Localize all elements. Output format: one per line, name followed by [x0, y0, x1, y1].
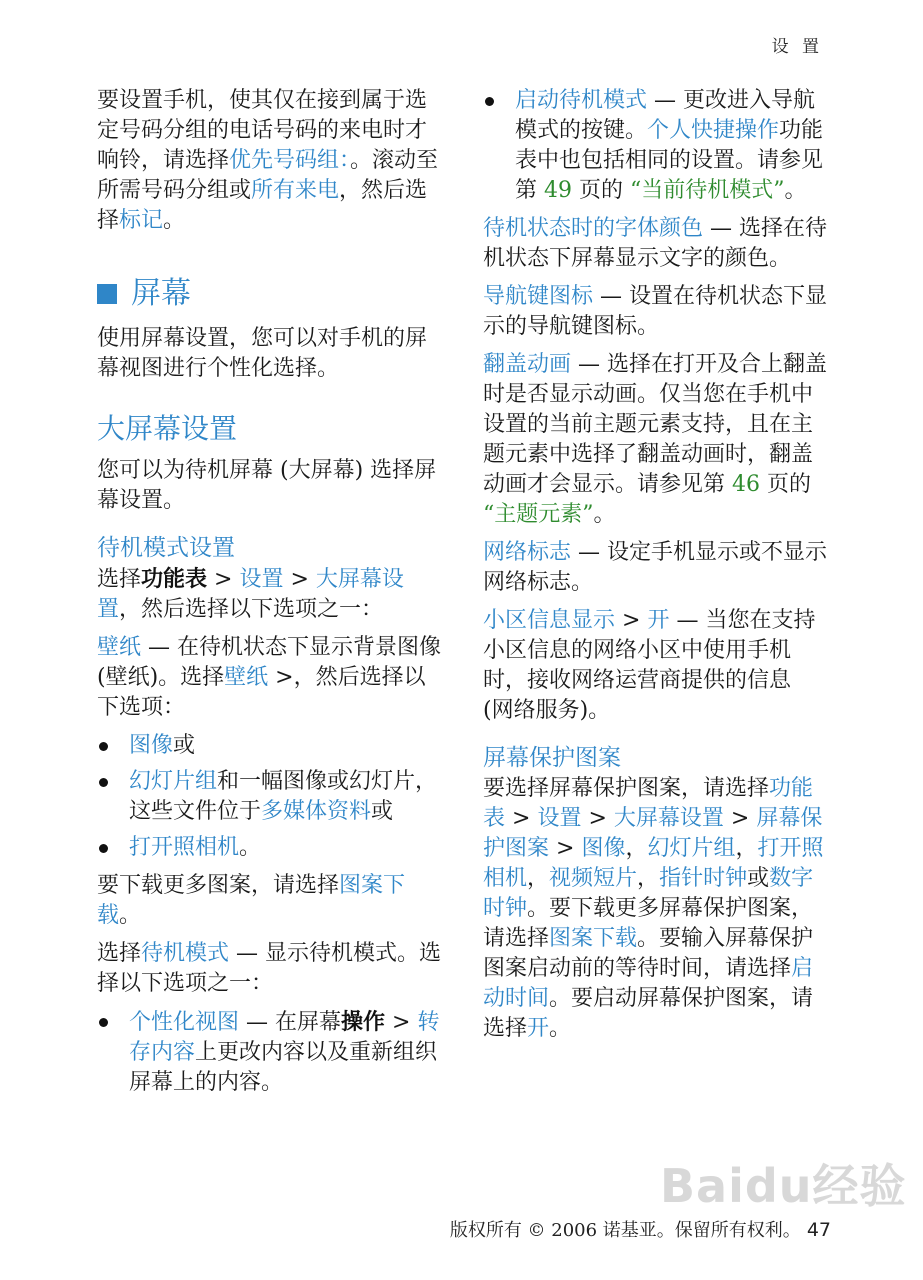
- list-item: [97, 833, 447, 863]
- cross-reference-link[interactable]: “当前待机模式”: [630, 178, 785, 203]
- nav-icons-paragraph: [483, 282, 828, 342]
- text: >: [207, 567, 240, 592]
- text: ，然后选择以下选项之一：: [119, 597, 384, 622]
- text: 要选择屏幕保护图案，请选择: [483, 776, 770, 801]
- screen-heading-text: 屏幕: [131, 276, 191, 311]
- text: 。: [239, 835, 262, 860]
- cross-reference-link[interactable]: “主题元素”: [483, 502, 594, 527]
- font-color-paragraph: [483, 214, 828, 274]
- standby-options-list: [97, 1007, 447, 1098]
- link-on[interactable]: 开: [647, 608, 670, 633]
- text: 要下载更多图案，请选择: [97, 873, 340, 898]
- text: 。滚动至所需号码分组或: [97, 148, 439, 203]
- text: 选择: [97, 567, 142, 592]
- text: — 选择在打开及合上翻盖时是否显示动画。仅当您在手机中设置的当前主题元素支持，且在主题元素中选择了翻盖动画时，翻盖动画才会显示。请参见第: [483, 352, 828, 497]
- text: 或: [173, 733, 196, 758]
- text: 页的: [760, 472, 811, 497]
- activate-list: [483, 86, 828, 206]
- link-download-graphics[interactable]: 图案下载: [549, 926, 638, 951]
- text: ，: [637, 866, 660, 891]
- text: 选择: [97, 941, 142, 966]
- text: 。: [784, 178, 807, 203]
- text: 和一幅图像或幻灯片，这些文件位于: [129, 769, 438, 824]
- text: 。: [549, 1016, 572, 1041]
- text: >: [283, 567, 316, 592]
- text: 。要输入屏幕保护图案启动前的等待时间，请选择: [483, 926, 814, 981]
- link-activate-standby[interactable]: 启动待机模式: [515, 88, 648, 113]
- text: >: [723, 806, 757, 831]
- link-standby-mode[interactable]: 待机模式: [141, 941, 230, 966]
- text: — 当您在支持小区信息的网络小区中使用手机时，接收网络运营商提供的信息 (网络服务)。: [483, 608, 816, 723]
- link-image[interactable]: 图像: [581, 836, 626, 861]
- text: — 显示待机模式。选择以下选项之一：: [97, 941, 442, 996]
- link-open-camera[interactable]: 打开照相机: [483, 836, 824, 891]
- text: 页的: [572, 178, 630, 203]
- baidu-watermark: Baidu经验: [660, 1159, 907, 1213]
- link-wallpaper-2[interactable]: 壁纸: [224, 665, 269, 690]
- text: ，: [625, 836, 648, 861]
- cell-info-paragraph: [483, 606, 828, 726]
- text: 要设置手机，使其仅在接到属于选定号码分组的电话号码的来电时才响铃，请选择: [97, 88, 428, 173]
- list-item: [483, 86, 828, 206]
- big-screen-heading: 大屏幕设置: [97, 412, 238, 445]
- standby-mode-paragraph: [97, 939, 447, 999]
- text: — 设置在待机状态下显示的导航键图标。: [483, 284, 828, 339]
- heading-square-icon: [97, 284, 117, 304]
- link-wallpaper[interactable]: 壁纸: [97, 635, 142, 660]
- link-priority-groups[interactable]: 优先号码组：: [229, 148, 351, 173]
- page-footer: [450, 1216, 831, 1242]
- text: ，然后选择: [97, 178, 428, 233]
- text: — 在屏幕: [239, 1010, 342, 1035]
- link-all-calls[interactable]: 所有来电: [251, 178, 340, 203]
- link-menu[interactable]: 功能表: [483, 776, 814, 831]
- text: >: [505, 806, 538, 831]
- screensaver-paragraph: [483, 774, 828, 1044]
- link-video-clip[interactable]: 视频短片: [549, 866, 638, 891]
- page-reference[interactable]: 49: [544, 178, 572, 203]
- link-slide-set[interactable]: 幻灯片组: [129, 769, 218, 794]
- text: 或: [747, 866, 770, 891]
- text: 上更改内容以及重新组织屏幕上的内容。: [129, 1040, 438, 1095]
- text: ，: [735, 836, 758, 861]
- link-nav-key-icons[interactable]: 导航键图标: [483, 284, 594, 309]
- link-personal-shortcuts[interactable]: 个人快捷操作: [647, 118, 780, 143]
- section-header: 设 置: [771, 37, 823, 57]
- link-settings[interactable]: 设置: [537, 806, 582, 831]
- text: >: [615, 608, 648, 633]
- link-download-graphics[interactable]: 图案下载: [97, 873, 406, 928]
- page-number: 47: [806, 1219, 831, 1241]
- select-paragraph: [97, 564, 447, 625]
- fold-animation-paragraph: [483, 350, 828, 530]
- link-personalize[interactable]: 转存内容: [129, 1010, 440, 1065]
- text: 功能表中也包括相同的设置。请参见第: [515, 118, 824, 203]
- link-big-screen-settings[interactable]: 大屏幕设置: [613, 806, 724, 831]
- link-digital-clock[interactable]: 数字时钟: [483, 866, 814, 921]
- left-column: [97, 86, 447, 1106]
- link-slide-set[interactable]: 幻灯片组: [647, 836, 736, 861]
- link-network-logo[interactable]: 网络标志: [483, 540, 572, 565]
- text: >: [549, 836, 582, 861]
- link-screensaver[interactable]: 屏幕保护图案: [483, 806, 823, 861]
- text: 。: [593, 502, 616, 527]
- list-item: [97, 731, 447, 761]
- intro-paragraph: [97, 86, 447, 236]
- link-on[interactable]: 开: [527, 1016, 550, 1041]
- link-settings[interactable]: 设置: [239, 567, 284, 592]
- text: 。: [119, 903, 142, 928]
- text: — 更改进入导航模式的按键。: [515, 88, 816, 143]
- text: >，然后选择以下选项：: [97, 665, 426, 720]
- download-paragraph: [97, 871, 447, 931]
- text: ，: [527, 866, 550, 891]
- network-logo-paragraph: [483, 538, 828, 598]
- text: 或: [371, 799, 394, 824]
- link-analog-clock[interactable]: 指针时钟: [659, 866, 748, 891]
- list-item: [97, 1007, 447, 1098]
- link-mark[interactable]: 标记: [119, 208, 164, 233]
- link-timeout[interactable]: 启动时间: [483, 956, 814, 1011]
- screen-heading: [97, 276, 447, 312]
- screensaver-heading: 屏幕保护图案: [483, 745, 621, 771]
- link-open-camera[interactable]: 打开照相机: [129, 835, 240, 860]
- screen-description: 使用屏幕设置，您可以对手机的屏幕视图进行个性化选择。: [97, 326, 428, 381]
- list-item: [97, 767, 447, 827]
- wallpaper-paragraph: [97, 633, 447, 723]
- link-font-color[interactable]: 待机状态时的字体颜色: [483, 216, 704, 241]
- text: — 设定手机显示或不显示网络标志。: [483, 540, 828, 595]
- text: — 选择在待机状态下屏幕显示文字的颜色。: [483, 216, 828, 271]
- text: 。要下载更多屏幕保护图案，请选择: [483, 896, 814, 951]
- link-cell-info[interactable]: 小区信息显示: [483, 608, 616, 633]
- copyright-text: 版权所有 © 2006 诺基亚。保留所有权利。: [449, 1220, 801, 1241]
- link-image[interactable]: 图像: [129, 733, 174, 758]
- options-label: 操作: [341, 1009, 386, 1035]
- wallpaper-options-list: [97, 731, 447, 863]
- link-gallery[interactable]: 多媒体资料: [261, 799, 372, 824]
- standby-settings-heading: 待机模式设置: [97, 535, 235, 561]
- text: 。要启动屏幕保护图案，请选择: [483, 986, 814, 1041]
- text: >: [385, 1010, 418, 1035]
- big-screen-description: 您可以为待机屏幕 (大屏幕) 选择屏幕设置。: [97, 458, 437, 513]
- link-personal-view[interactable]: 个性化视图: [129, 1010, 240, 1035]
- link-fold-animation[interactable]: 翻盖动画: [483, 352, 572, 377]
- text: >: [581, 806, 614, 831]
- right-column: [483, 86, 828, 1052]
- link-big-screen-settings[interactable]: 大屏幕设置: [97, 567, 404, 622]
- page-reference[interactable]: 46: [732, 472, 760, 497]
- text: — 在待机状态下显示背景图像 (壁纸)。选择: [97, 635, 442, 690]
- menu-label: 功能表: [141, 566, 208, 592]
- text: 。: [163, 208, 186, 233]
